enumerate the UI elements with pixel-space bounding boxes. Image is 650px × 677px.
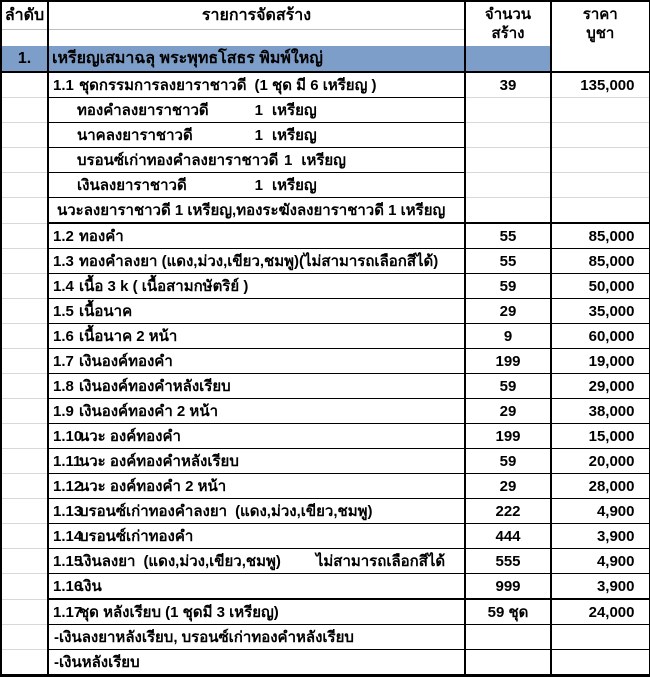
qty-cell: 9: [465, 324, 551, 349]
item-cell: [48, 399, 465, 424]
price-cell: 85,000: [551, 223, 650, 249]
item-extra2: ไม่สามารถเลือกสีได้: [315, 553, 446, 570]
table-subrow: [1, 123, 650, 148]
order-cell: [1, 549, 48, 574]
order-cell: [1, 424, 48, 449]
subitem-name: เงินลงยาราชาวดี: [77, 177, 187, 194]
item-cell: [48, 249, 465, 274]
table-row: [1, 349, 650, 374]
item-name: นวะ องค์ทองคำ 2 หน้า: [79, 478, 227, 495]
order-cell: [1, 274, 48, 299]
item-no: 1.11: [53, 453, 82, 470]
price-cell: 29,000: [551, 374, 650, 399]
item-cell: [48, 349, 465, 374]
price-cell: 19,000: [551, 349, 650, 374]
item-no: 1.15: [53, 553, 83, 570]
subitem-unit: เหรียญ: [301, 152, 346, 169]
order-cell: [1, 650, 48, 676]
table-row: [1, 424, 650, 449]
item-name: นวะ องค์ทองคำ: [79, 428, 181, 445]
item-name: เงินองค์ทองคำ 2 หน้า: [79, 403, 218, 420]
table-row: [1, 324, 650, 349]
table-subrow: [1, 98, 650, 123]
order-cell: [1, 599, 48, 625]
order-cell: [1, 399, 48, 424]
item-name: เนื้อนาค: [79, 303, 133, 320]
order-cell: [1, 324, 48, 349]
order-cell: [1, 72, 48, 98]
price-cell: 38,000: [551, 399, 650, 424]
table-row: [1, 374, 650, 399]
item-cell: [48, 449, 465, 474]
price-cell: 4,900: [551, 499, 650, 524]
item-no: 1.4: [53, 278, 74, 295]
table-row: [1, 249, 650, 274]
subitem-qty: 1: [283, 152, 293, 169]
subitem-cell: [48, 98, 465, 123]
note-text: -เงินหลังเรียบ: [48, 650, 465, 676]
table-row: [1, 474, 650, 499]
item-cell: [48, 524, 465, 549]
qty-cell: 55: [465, 223, 551, 249]
qty-cell: 555: [465, 549, 551, 574]
price-cell: 28,000: [551, 474, 650, 499]
subitem-unit: เหรียญ: [272, 177, 317, 194]
item-cell: [48, 574, 465, 600]
section-row: [1, 46, 650, 72]
subitem-name: บรอนซ์เก่าทองคำลงยาราชาวดี: [77, 152, 279, 169]
header-order-label: ลำดับ: [2, 2, 47, 30]
qty-cell: [465, 123, 551, 148]
qty-cell: [465, 148, 551, 173]
item-name: ทองคำ: [79, 228, 124, 245]
order-cell: [1, 173, 48, 198]
header-qty-line2: สร้าง: [491, 25, 525, 42]
table-row: [1, 524, 650, 549]
table-row: [1, 599, 650, 625]
item-no: 1.13: [53, 503, 83, 520]
table-header-row: [1, 1, 650, 46]
header-order-spacer: [2, 30, 47, 46]
subitem-name: ทองคำลงยาราชาวดี: [77, 102, 209, 119]
table-subrow: [1, 173, 650, 198]
price-cell: 15,000: [551, 424, 650, 449]
item-name: ชุด หลังเรียบ (1 ชุดมี 3 เหรียญ): [79, 604, 279, 621]
item-no: 1.6: [53, 328, 74, 345]
item-cell: [48, 72, 465, 98]
order-cell: [1, 574, 48, 600]
table-row: [1, 499, 650, 524]
item-no: 1.1: [53, 77, 74, 94]
item-cell: [48, 424, 465, 449]
header-item-cell: [48, 1, 465, 46]
qty-cell: [465, 98, 551, 123]
header-item-label: รายการจัดสร้าง: [49, 2, 464, 30]
qty-cell: 444: [465, 524, 551, 549]
section-qty-cell: [465, 46, 551, 72]
item-name: เนื้อนาค 2 หน้า: [79, 328, 178, 345]
subitem-cell: [48, 148, 465, 173]
item-no: 1.10: [53, 428, 83, 445]
qty-cell: 222: [465, 499, 551, 524]
note-text: นวะลงยาราชาวดี 1 เหรียญ,ทองระฆังลงยาราชาวดี 1 เหรียญ: [48, 198, 465, 224]
header-order-cell: [1, 1, 48, 46]
table-row: [1, 299, 650, 324]
qty-cell: 39: [465, 72, 551, 98]
price-cell: [551, 173, 650, 198]
order-cell: [1, 198, 48, 224]
item-name: ชุดกรรมการลงยาราชาวดี: [79, 77, 247, 94]
note-row: [1, 625, 650, 650]
item-extra: (แดง,ม่วง,เขียว,ชมพู): [235, 503, 373, 520]
table-subrow: [1, 148, 650, 173]
price-cell: [551, 650, 650, 676]
item-no: 1.7: [53, 353, 74, 370]
item-name: เนื้อ 3 k ( เนื้อสามกษัตริย์ ): [79, 278, 249, 295]
section-no: 1.: [1, 46, 48, 72]
qty-cell: 199: [465, 424, 551, 449]
order-cell: [1, 349, 48, 374]
order-cell: [1, 499, 48, 524]
price-cell: 4,900: [551, 549, 650, 574]
price-cell: [551, 625, 650, 650]
item-no: 1.14: [53, 528, 83, 545]
order-cell: [1, 249, 48, 274]
table-row: [1, 274, 650, 299]
item-name: เงินลงยา: [79, 553, 136, 570]
header-price-line2: บูชา: [586, 25, 615, 42]
qty-cell: 59: [465, 449, 551, 474]
qty-cell: 999: [465, 574, 551, 600]
item-cell: [48, 299, 465, 324]
note-text: -เงินลงยาหลังเรียบ, บรอนซ์เก่าทองคำหลังเรียบ: [48, 625, 465, 650]
order-cell: [1, 123, 48, 148]
order-cell: [1, 299, 48, 324]
subitem-cell: [48, 173, 465, 198]
section-price-cell: [551, 46, 650, 72]
price-cell: [551, 98, 650, 123]
order-cell: [1, 98, 48, 123]
item-name: ทองคำลงยา (แดง,ม่วง,เขียว,ชมพู)(ไม่สามารถเลือกสีได้): [79, 253, 439, 270]
item-name: นวะ องค์ทองคำหลังเรียบ: [79, 453, 239, 470]
price-cell: 50,000: [551, 274, 650, 299]
qty-cell: 199: [465, 349, 551, 374]
item-name: บรอนซ์เก่าทองคำ: [79, 528, 194, 545]
item-no: 1.17: [53, 604, 83, 621]
header-item-spacer: [49, 30, 464, 46]
item-no: 1.9: [53, 403, 74, 420]
table-row: [1, 574, 650, 600]
qty-cell: [465, 625, 551, 650]
qty-cell: 59: [465, 374, 551, 399]
price-cell: [551, 198, 650, 224]
item-cell: [48, 474, 465, 499]
item-no: 1.3: [53, 253, 74, 270]
table-row: [1, 223, 650, 249]
price-cell: 3,900: [551, 524, 650, 549]
section-title: เหรียญเสมาฉลุ พระพุทธโสธร พิมพ์ใหญ่: [48, 46, 465, 72]
order-cell: [1, 474, 48, 499]
price-cell: 35,000: [551, 299, 650, 324]
qty-cell: 29: [465, 399, 551, 424]
item-name: เงินองค์ทองคำ: [79, 353, 173, 370]
item-cell: [48, 499, 465, 524]
qty-cell: [465, 173, 551, 198]
item-cell: [48, 374, 465, 399]
item-extra: (1 ชุด มี 6 เหรียญ ): [254, 77, 377, 94]
item-cell: [48, 599, 465, 625]
order-cell: [1, 524, 48, 549]
item-no: 1.8: [53, 378, 74, 395]
table-row: [1, 549, 650, 574]
item-cell: [48, 223, 465, 249]
price-cell: 60,000: [551, 324, 650, 349]
qty-cell: 55: [465, 249, 551, 274]
order-cell: [1, 374, 48, 399]
table-row: [1, 449, 650, 474]
order-cell: [1, 148, 48, 173]
price-cell: 135,000: [551, 72, 650, 98]
qty-cell: 29: [465, 474, 551, 499]
table-row: [1, 72, 650, 98]
order-cell: [1, 449, 48, 474]
qty-cell: [465, 198, 551, 224]
subitem-qty: 1: [254, 102, 263, 119]
subitem-cell: [48, 123, 465, 148]
qty-cell: 29: [465, 299, 551, 324]
item-cell: [48, 549, 465, 574]
price-cell: [551, 148, 650, 173]
note-row: [1, 650, 650, 676]
order-cell: [1, 625, 48, 650]
item-no: 1.5: [53, 303, 74, 320]
item-no: 1.12: [53, 478, 83, 495]
header-price-line1: ราคา: [582, 6, 618, 23]
price-cell: 3,900: [551, 574, 650, 600]
item-no: 1.16: [53, 578, 83, 595]
order-cell: [1, 223, 48, 249]
price-cell: [551, 123, 650, 148]
subitem-unit: เหรียญ: [272, 127, 317, 144]
item-cell: [48, 274, 465, 299]
subitem-qty: 1: [254, 177, 263, 194]
item-cell: [48, 324, 465, 349]
price-cell: 24,000: [551, 599, 650, 625]
note-row: [1, 198, 650, 224]
table-row: [1, 399, 650, 424]
item-no: 1.2: [53, 228, 74, 245]
header-qty-cell: [465, 1, 551, 46]
qty-cell: [465, 650, 551, 676]
qty-cell: 59 ชุด: [465, 599, 551, 625]
item-extra: (แดง,ม่วง,เขียว,ชมพู): [143, 553, 281, 570]
price-cell: 85,000: [551, 249, 650, 274]
header-qty-line1: จำนวน: [484, 6, 532, 23]
header-price-cell: [551, 1, 650, 46]
subitem-name: นาคลงยาราชาวดี: [77, 127, 193, 144]
item-name: เงิน: [79, 578, 102, 595]
item-name: บรอนซ์เก่าทองคำลงยา: [79, 503, 228, 520]
subitem-qty: 1: [254, 127, 263, 144]
price-cell: 20,000: [551, 449, 650, 474]
item-name: เงินองค์ทองคำหลังเรียบ: [79, 378, 231, 395]
qty-cell: 59: [465, 274, 551, 299]
subitem-unit: เหรียญ: [272, 102, 317, 119]
